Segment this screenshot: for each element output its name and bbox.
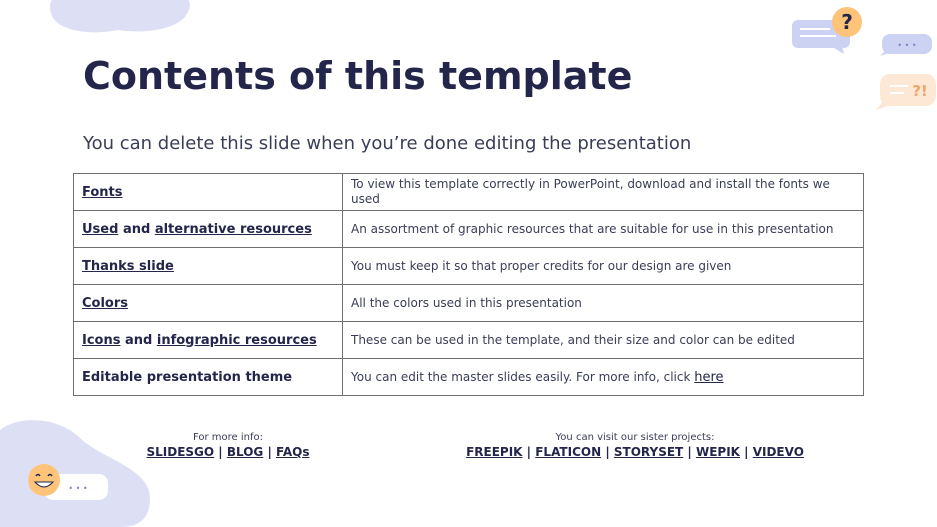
footer-separator: |	[739, 445, 753, 459]
faqs-link[interactable]: FAQs	[276, 445, 310, 459]
table-row	[74, 211, 864, 248]
row-description: All the colors used in this presentation	[343, 285, 864, 322]
row-title-cell	[74, 248, 343, 285]
and-text: and	[120, 332, 157, 348]
freepik-link[interactable]: FREEPIK	[466, 445, 523, 459]
row-description: You must keep it so that proper credits for our design are given	[343, 248, 864, 285]
thanks-slide-link[interactable]: Thanks slide	[82, 258, 174, 274]
smiley-dots: • • •	[68, 484, 88, 493]
colors-link[interactable]: Colors	[82, 295, 129, 311]
and-text: and	[118, 221, 155, 237]
row-description: An assortment of graphic resources that are suitable for use in this presentation	[343, 211, 864, 248]
row-description: These can be used in the template, and their size and color can be edited	[343, 322, 864, 359]
footer-separator: |	[683, 445, 696, 459]
footer-more-info	[128, 432, 328, 459]
row-description: You can edit the master slides easily. For more info, click	[351, 369, 695, 384]
flaticon-link[interactable]: FLATICON	[535, 445, 602, 459]
question-bubble-icon	[790, 4, 862, 54]
footer-more-info-links	[128, 445, 328, 459]
footer-more-info-caption: For more info:	[192, 432, 263, 443]
footer-separator: |	[522, 445, 536, 459]
smiley-bubble-icon	[22, 458, 112, 506]
row-title-cell	[74, 359, 343, 396]
used-resources-link[interactable]: Used	[82, 221, 119, 237]
here-link[interactable]: here	[694, 369, 724, 385]
editable-theme-label: Editable presentation theme	[82, 369, 293, 385]
slidesgo-link[interactable]: SLIDESGO	[146, 445, 215, 459]
blog-link[interactable]: BLOG	[226, 445, 264, 459]
table-row	[74, 359, 864, 396]
footer-sister-projects	[460, 432, 810, 459]
footer-sister-projects-links	[460, 445, 810, 459]
row-title-cell	[74, 322, 343, 359]
row-description: To view this template correctly in PowerPoint, download and install the fonts we used	[343, 174, 864, 211]
storyset-link[interactable]: STORYSET	[613, 445, 684, 459]
footer-separator: |	[601, 445, 614, 459]
question-exclaim-glyph: ?!	[912, 82, 928, 100]
slide-subtitle: You can delete this slide when you’re done editing the presentation	[83, 133, 692, 154]
table-row	[74, 248, 864, 285]
table-row	[74, 322, 864, 359]
footer-separator: |	[214, 445, 227, 459]
contents-table	[73, 173, 864, 396]
footer-sister-projects-caption: You can visit our sister projects:	[555, 432, 715, 443]
videvo-link[interactable]: VIDEVO	[752, 445, 804, 459]
infographic-resources-link[interactable]: infographic resources	[156, 332, 317, 348]
question-mark-glyph: ?	[841, 10, 853, 34]
row-title-cell	[74, 211, 343, 248]
typing-bubble-icon	[878, 32, 934, 56]
icons-link[interactable]: Icons	[82, 332, 121, 348]
slide-title: Contents of this template	[83, 54, 633, 98]
footer-separator: |	[263, 445, 277, 459]
row-title-cell	[74, 174, 343, 211]
table-row	[74, 174, 864, 211]
row-description-cell	[343, 359, 864, 396]
wepik-link[interactable]: WEPIK	[695, 445, 740, 459]
alternative-resources-link[interactable]: alternative resources	[154, 221, 312, 237]
table-row	[74, 285, 864, 322]
fonts-link[interactable]: Fonts	[82, 184, 123, 200]
decorative-blob-top	[48, 0, 198, 38]
row-title-cell	[74, 285, 343, 322]
typing-dots: • • •	[897, 41, 917, 50]
exclamation-bubble-icon	[874, 72, 937, 110]
